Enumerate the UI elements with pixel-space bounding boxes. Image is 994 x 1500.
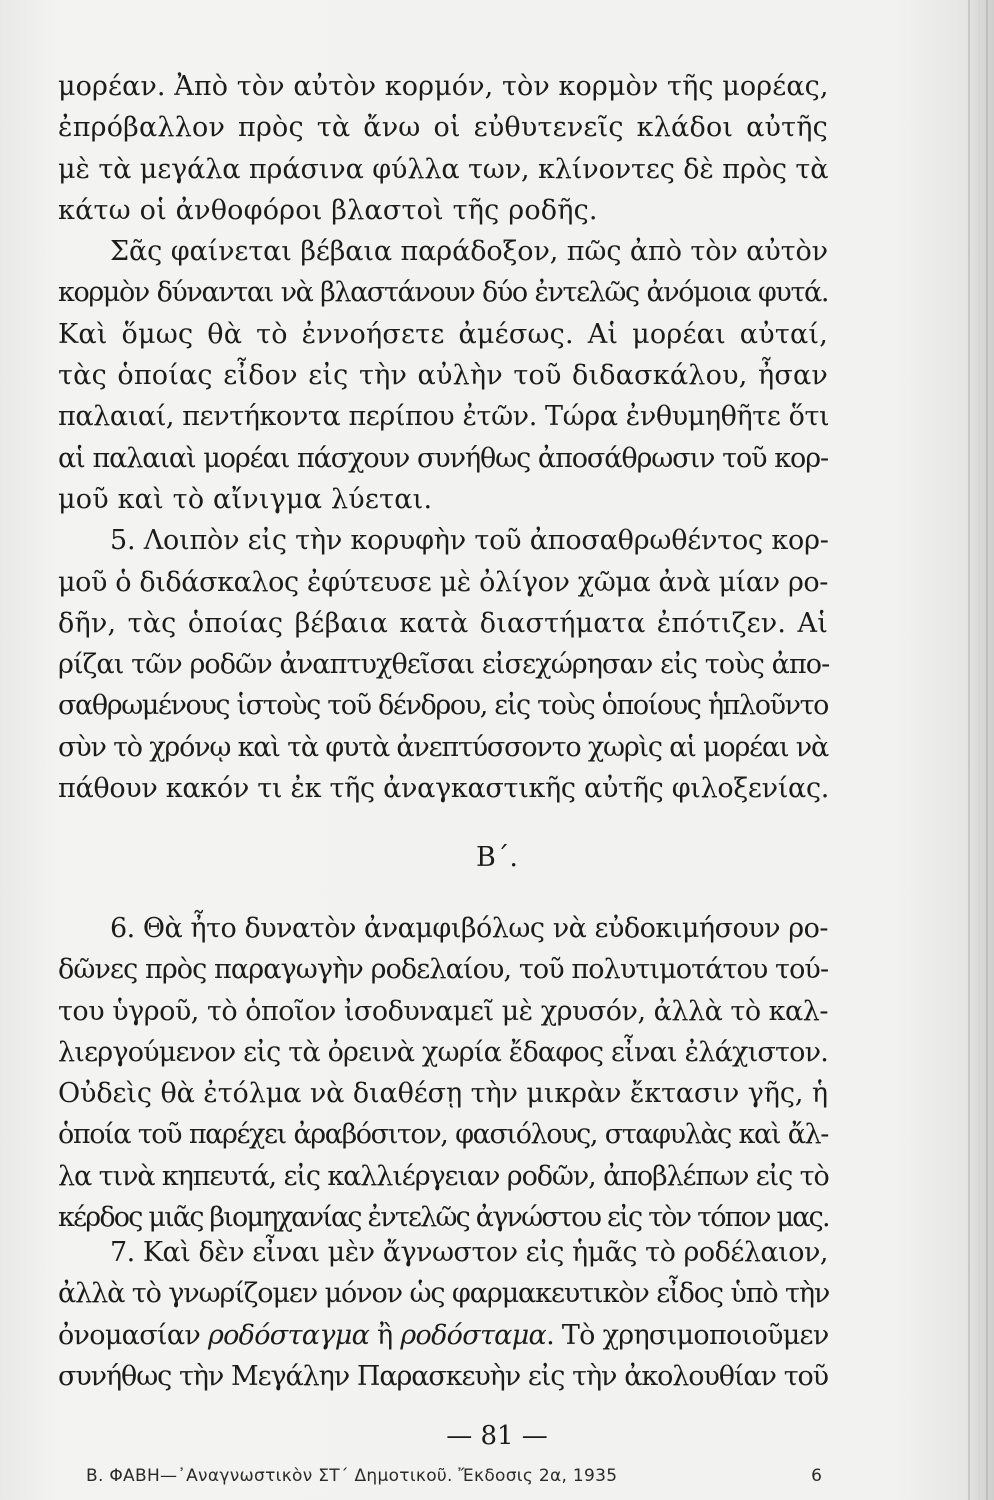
page-edge [968,0,970,1500]
text-line: παλαιαί, πεντήκοντα περίπου ἐτῶν. Τώρα ἐνθυμηθῆτε ὅτι [58,401,830,433]
paragraph-block-b [58,908,828,1238]
italic-term: ροδόσταμα [400,1319,547,1351]
signature-mark: 6 [811,1466,822,1486]
text-line: λιεργούμενον εἰς τὰ ὀρεινὰ χωρία ἔδαφος εἶναι ἐλάχιστον. [58,1036,829,1068]
text-line: δῶνες πρὸς παραγωγὴν ροδελαίου, τοῦ πολυτιμοτάτου τού- [58,954,829,986]
text-line: κορμὸν δύνανται νὰ βλαστάνουν δύο ἐντελῶς ἀνόμοια φυτά. [58,277,828,309]
text-line: πάθουν κακόν τι ἐκ τῆς ἀναγκαστικῆς αὐτῆς φιλοξενίας. [58,773,830,805]
text-line: κέρδος μιᾶς βιομηχανίας ἐντελῶς ἀγνώστου εἰς τὸν τόπον μας. [58,1202,829,1234]
text-line: ἀλλὰ τὸ γνωρίζομεν μόνον ὡς φαρμακευτικὸν εἶδος ὑπὸ τὴν [58,1278,830,1310]
text-line: 5. Λοιπὸν εἰς τὴν κορυφὴν τοῦ ἀποσαθρωθέντος κορ- [110,525,829,557]
text-line: ρίζαι τῶν ροδῶν ἀναπτυχθεῖσαι εἰσεχώρησαν εἰς τοὺς ἀπο- [58,649,830,681]
text-line: 7. Καὶ δὲν εἶναι μὲν ἄγνωστον εἰς ἡμᾶς τὸ ροδέλαιον, [110,1237,828,1268]
text-line: δῆν, τὰς ὁποίας βέβαια κατὰ διαστήματα ἐπότιζεν. Αἱ [58,607,828,639]
text-line: λα τινὰ κηπευτά, εἰς καλλιέργειαν ροδῶν, ἀποβλέπων εἰς τὸ [58,1160,829,1192]
footer-imprint: Β. ΦΑΒΗ—᾿Αναγνωστικὸν ΣΤ´ Δημοτικοῦ. Ἔκδοσις 2α, 1935 [86,1466,618,1486]
text-run: ἢ [369,1319,401,1351]
text-line: Σᾶς φαίνεται βέβαια παράδοξον, πῶς ἀπὸ τὸν αὐτὸν [110,236,828,268]
page-number: — 81 — [446,1421,548,1451]
text-line: Οὐδεὶς θὰ ἐτόλμα νὰ διαθέσῃ τὴν μικρὰν ἔκτασιν γῆς, ἡ [58,1078,828,1110]
text-line: μορέαν. Ἀπὸ τὸν αὐτὸν κορμόν, τὸν κορμὸν τῆς μορέας, [58,71,829,102]
text-line: ὁποία τοῦ παρέχει ἀραβόσιτον, φασιόλους, σταφυλὰς καὶ ἄλ- [58,1119,828,1151]
text-run: . Τὸ χρησιμοποιοῦμεν [546,1319,829,1351]
text-line: αἱ παλαιαὶ μορέαι πάσχουν συνήθως ἀποσάθρωσιν τοῦ κορ- [58,442,828,474]
text-line: μοῦ καὶ τὸ αἴνιγμα λύεται. [58,483,433,515]
paragraph-block-a [58,66,828,809]
text-line: μοῦ ὁ διδάσκαλος ἐφύτευσε μὲ ὀλίγον χῶμα ἀνὰ μίαν ρο- [58,566,828,598]
paragraph-block-c [58,1232,828,1397]
text-line: σὺν τὸ χρόνῳ καὶ τὰ φυτὰ ἀνεπτύσσοντο χωρὶς αἱ μορέαι νὰ [58,731,828,763]
text-line: τὰς ὁποίας εἶδον εἰς τὴν αὐλὴν τοῦ διδασκάλου, ἦσαν [58,360,828,392]
section-heading: Β΄. [476,842,518,873]
italic-term: ροδόσταγμα [207,1319,370,1351]
text-line: 6. Θὰ ἦτο δυνατὸν ἀναμφιβόλως νὰ εὐδοκιμήσουν ρο- [110,913,828,944]
text-line: συνήθως τὴν Μεγάλην Παρασκευὴν εἰς τὴν ἀκολουθίαν τοῦ [58,1360,828,1392]
page-edge [986,0,988,1500]
text-line: μὲ τὰ μεγάλα πράσινα φύλλα των, κλίνοντες δὲ πρὸς τὰ [58,153,829,185]
text-line: του ὑγροῦ, τὸ ὁποῖον ἰσοδυναμεῖ μὲ χρυσόν, ἀλλὰ τὸ καλ- [58,995,829,1027]
text-line: ἐπρόβαλλον πρὸς τὰ ἄνω οἱ εὐθυτενεῖς κλάδοι αὐτῆς [58,112,828,144]
text-line: σαθρωμένους ἱστοὺς τοῦ δένδρου, εἰς τοὺς ὁποίους ἡπλοῦντο [58,690,828,722]
text-line: Καὶ ὅμως θὰ τὸ ἐννοήσετε ἀμέσως. Αἱ μορέαι αὐταί, [58,318,828,350]
text-line: κάτω οἱ ἀνθοφόροι βλαστοὶ τῆς ροδῆς. [58,194,598,226]
text-line-mixed [58,1315,828,1356]
text-run: ὀνομασίαν [58,1319,208,1351]
page-edge [978,0,980,1500]
